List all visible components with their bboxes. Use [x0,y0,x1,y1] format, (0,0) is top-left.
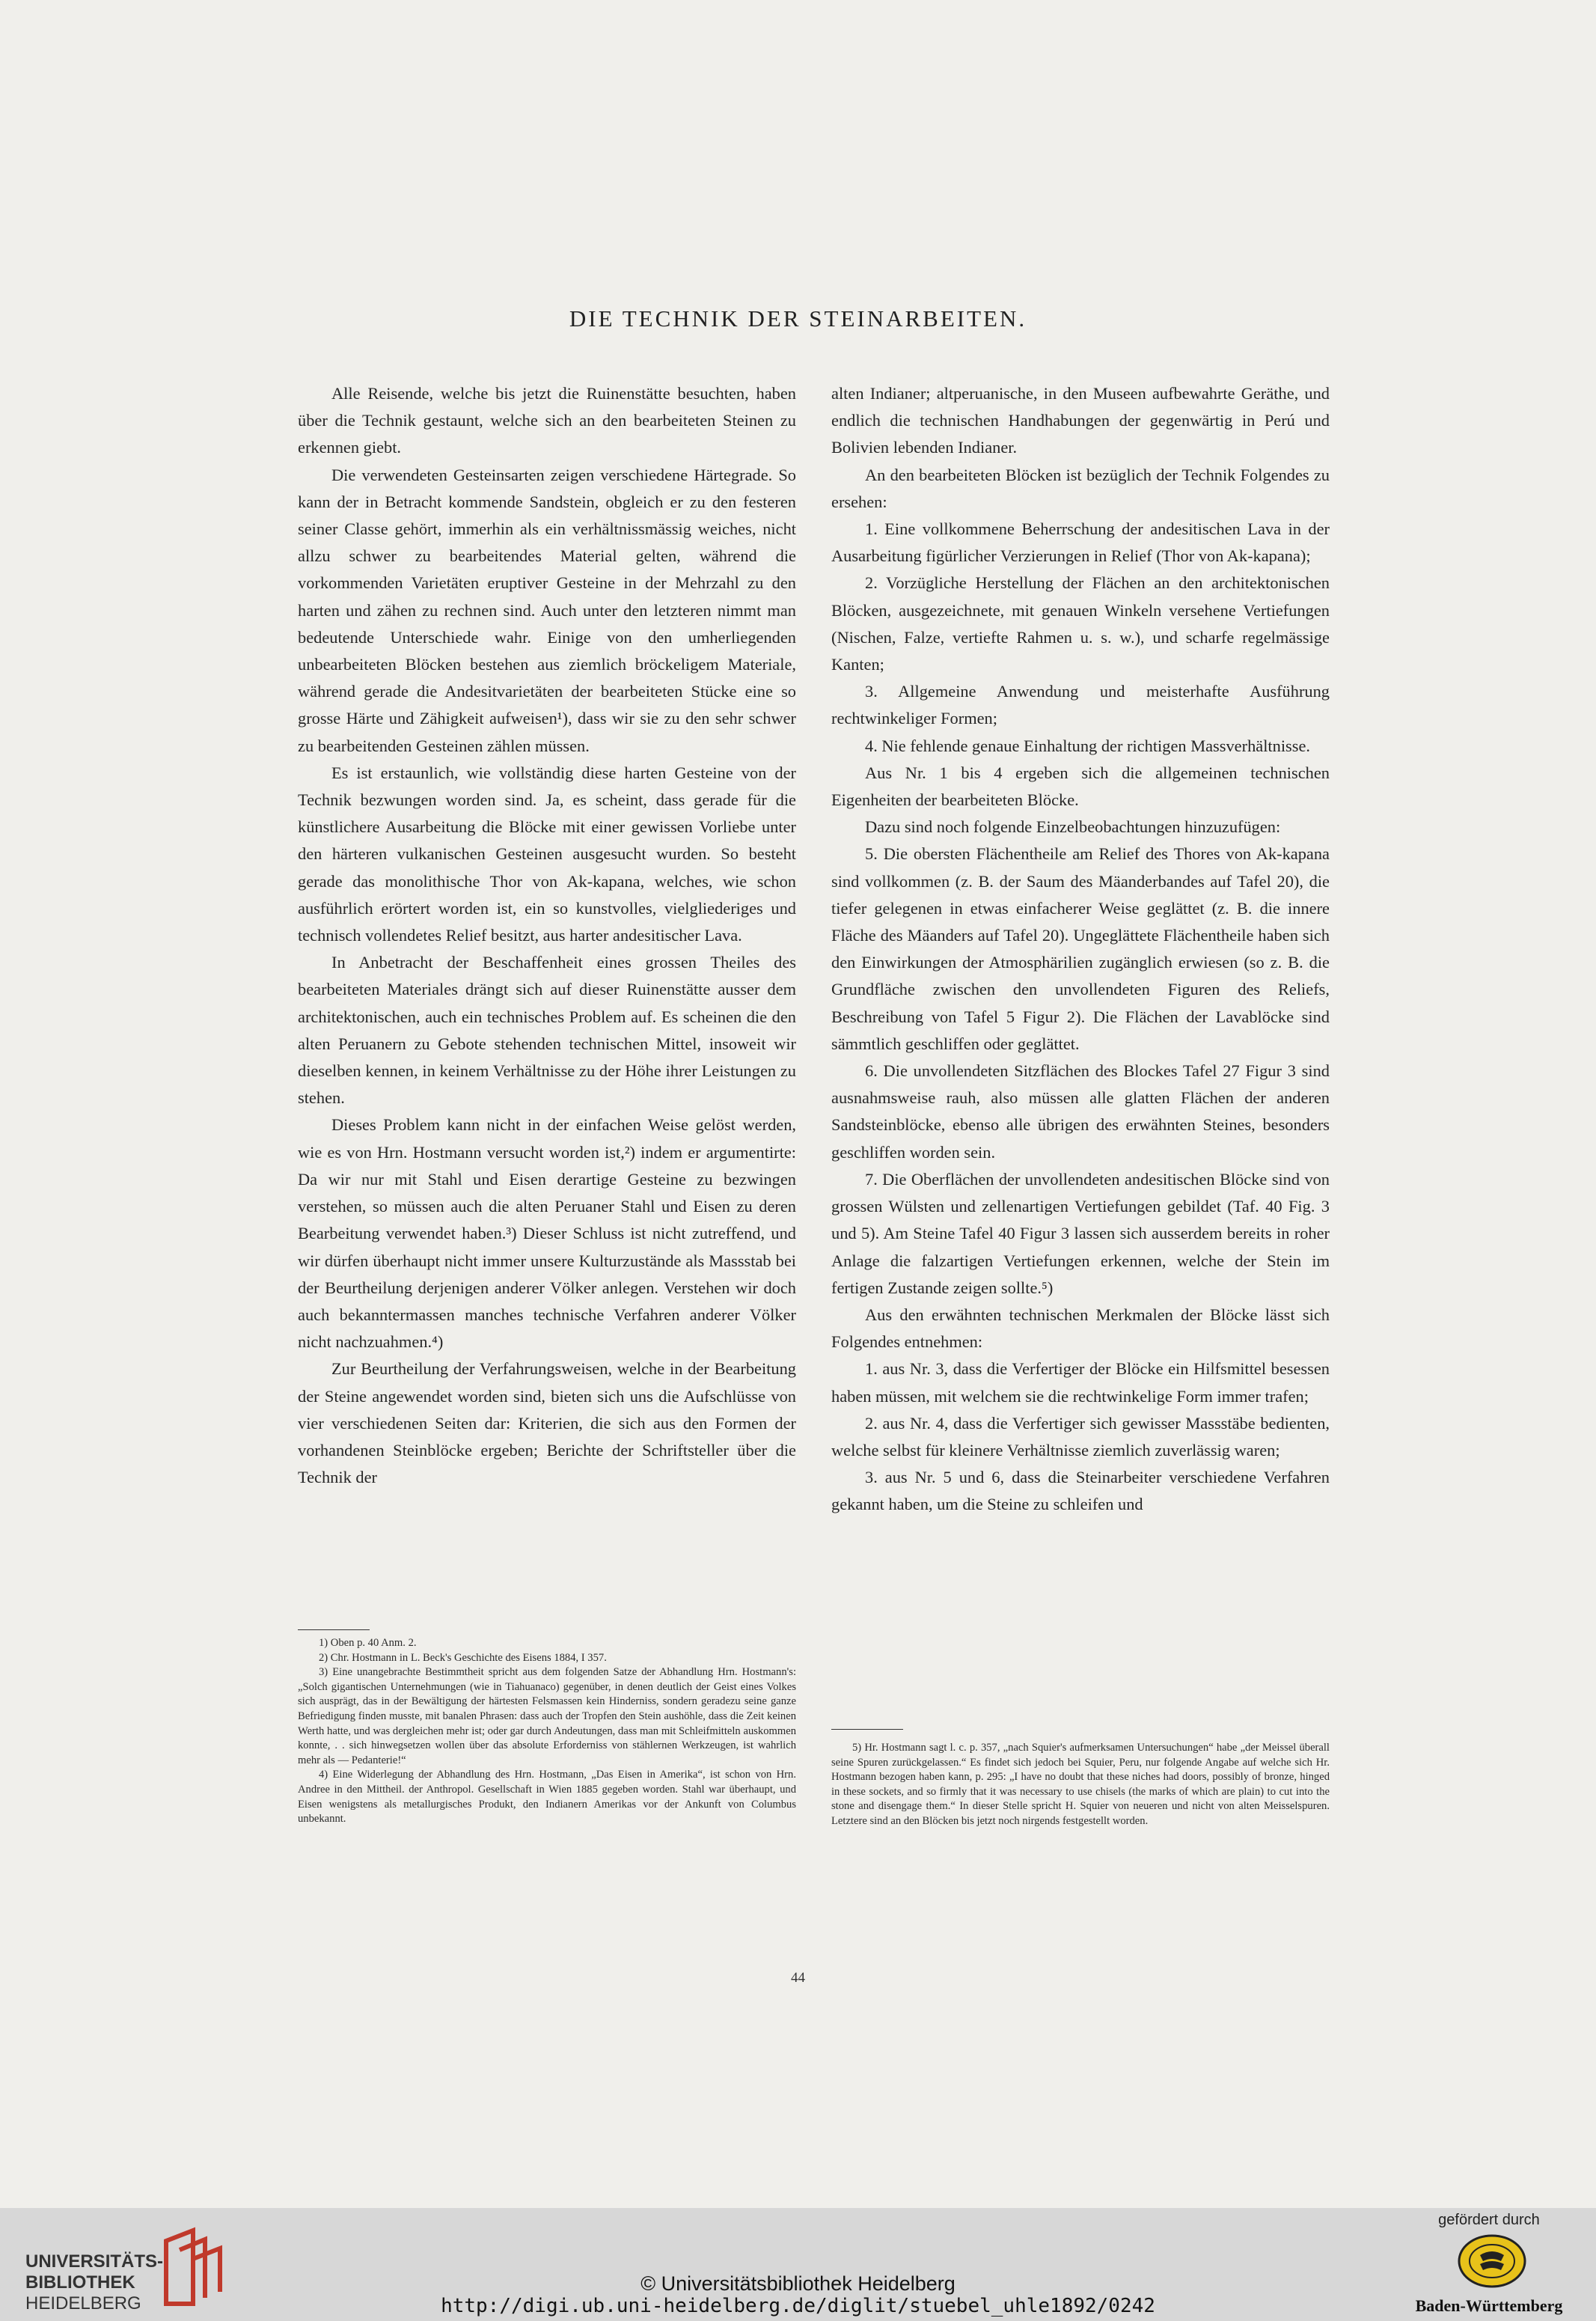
paragraph: Die verwendeten Gesteinsarten zeigen verschiedene Härtegrade. So kann der in Betracht kommende Sandstein, obgleich er zu den festeren seiner Classe gehört, immerhin als ein verhältnissmässig weiches, nicht allzu schwer zu bearbeitendes Material gelten, während die vorkommenden Varietäten eruptiver Gesteine in der Mehrzahl zu den harten und zähen zu rechnen sind. Auch unter den letzteren nimmt man bedeutende Unterschiede wahr. Einige von den umherliegenden unbearbeiteten Blöcken bestehen aus ziemlich bröckeligem Materiale, während gerade die Andesitvarietäten der bearbeiteten Stücke eine so grosse Härte und Zähigkeit aufweisen¹), dass wir sie zu den sehr schwer zu bearbeitenden Gesteinen zählen müssen. [298,465,796,755]
funded-by-label: gefördert durch [1438,2212,1540,2228]
paragraph: An den bearbeiteten Blöcken ist bezüglich der Technik Folgendes zu ersehen: [831,465,1330,511]
left-column [298,380,796,1491]
paragraph: 3. aus Nr. 5 und 6, dass die Steinarbeiter verschiedene Verfahren gekannt haben, um die Steine zu schleifen und [831,1468,1330,1514]
paragraph: Es ist erstaunlich, wie vollständig diese harten Gesteine von der Technik bezwungen worden sind. Ja, es scheint, dass gerade für die künstlichere Ausarbeitung die Blöcke mit einer gewissen Vorliebe unter den härteren vulkanischen Gesteinen ausgesucht wurden. So besteht gerade das monolithische Thor von Ak-kapana, welches, wie schon ausführlich erörtert worden ist, ein so kunstvolles, vielgliederiges und technisch vollendetes Relief besitzt, aus harter andesitischer Lava. [298,763,796,945]
library-name-line: HEIDELBERG [25,2293,141,2314]
footnote-divider [298,1629,370,1630]
footnote: 5) Hr. Hostmann sagt l. c. p. 357, „nach Squier's aufmerksamen Untersuchungen“ habe „der Meissel überall seine Spuren zurückgelassen.“ Es findet sich jedoch bei Squier, Peru, nur folgende Angabe auf welche sich Hr. Hostmann bezogen haben kann, p. 295: „I have no doubt that these niches had doors, possibly of bronze, hinged in these sockets, and so firmly that it was necessary to use chisels (the marks of which are plain) to cut into the stone and disengage them.“ In dieser Stelle spricht H. Squier von neueren und nicht von alten Meisselspuren. Letztere sind an den Blöcken bis jetzt noch nirgends festgestellt worden. [831,1742,1330,1827]
page-url-link[interactable]: http://digi.ub.uni-heidelberg.de/diglit/stuebel_uhle1892/0242 [441,2295,1155,2317]
paragraph: 5. Die obersten Flächentheile am Relief des Thores von Ak-kapana sind vollkommen (z. B. der Saum des Mäanderbandes auf Tafel 20), die tiefer gelegenen in etwas einfacherer Weise geglättet (z. B. die innere Fläche des Mäanders auf Tafel 20). Ungeglättete Flächentheile haben sich den Einwirkungen der Atmosphärilien zugänglich erwiesen (so z. B. die Grundfläche zwischen den unvollendeten Figuren des Reliefs, Beschreibung von Tafel 5 Figur 2). Die Flächen der Lavablöcke sind sämmtlich geschliffen oder geglättet. [831,844,1330,1053]
footnote: 4) Eine Widerlegung der Abhandlung des Hrn. Hostmann, „Das Eisen in Amerika“, ist schon von Hrn. Andree in den Mittheil. der Anthropol. Gesellschaft in Wien 1885 gegeben worden. Stahl war überhaupt, und Eisen wenigstens als metallurgisches Produkt, den Indianern Amerikas vor der Ankunft von Columbus unbekannt. [298,1769,796,1826]
library-name-line: UNIVERSITÄTS- [25,2251,164,2272]
paragraph: 1. aus Nr. 3, dass die Verfertiger der Blöcke ein Hilfsmittel besessen haben müssen, mit welchem sie die rechtwinkelige Form immer trafen; [831,1359,1330,1406]
footnote: 1) Oben p. 40 Anm. 2. [319,1637,417,1649]
footnote-divider [831,1729,903,1730]
footnote: 2) Chr. Hostmann in L. Beck's Geschichte des Eisens 1884, I 357. [319,1651,607,1664]
paragraph: alten Indianer; altperuanische, in den Museen aufbewahrte Geräthe, und endlich die technischen Handhabungen der gegenwärtig in Perú und Bolivien lebenden Indianer. [831,384,1330,457]
paragraph: Zur Beurtheilung der Verfahrungsweisen, welche in der Bearbeitung der Steine angewendet worden sind, bieten sich uns die Aufschlüsse von vier verschiedenen Seiten dar: Kriterien, die sich aus den Formen der vorhandenen Steinblöcke ergeben; Berichte der Schriftsteller über die Technik der [298,1359,796,1487]
right-column [831,380,1330,1519]
paragraph: 3. Allgemeine Anwendung und meisterhafte Ausführung rechtwinkeliger Formen; [831,682,1330,728]
paragraph: Dieses Problem kann nicht in der einfachen Weise gelöst werden, wie es von Hrn. Hostmann versucht worden ist,²) indem er argumentirte: Da wir nur mit Stahl und Eisen derartige Gesteine zu bezwingen verstehen, so müssen auch die alten Peruaner Stahl und Eisen zu deren Bearbeitung verwendet haben.³) Dieser Schluss ist nicht zutreffend, und wir dürfen überhaupt nicht immer unsere Kulturzustände als Massstab bei der Beurtheilung derjenigen anderer Völker anlegen. Verstehen wir doch auch bekanntermassen manches technische Verfahren anderer Völker nicht nachzuahmen.⁴) [298,1115,796,1352]
footnote: 3) Eine unangebrachte Bestimmtheit spricht aus dem folgenden Satze der Abhandlung Hrn. Hostmann's: „Solch gigantischen Unternehmungen (wie in Tiahuanaco) gegenüber, in denen deutlich der Geist eines Volkes sich ausprägt, das in der Bewältigung der härtesten Felsmassen kein Hinderniss, sondern geradezu seine ganze Befriedigung finden musste, mit banalen Phrasen: dass auch der Tropfen den Stein aushöhle, dass die Zeit keinen Werth hatte, und was dergleichen mehr ist; oder gar durch Andeutungen, dass man mit Schleifmitteln auskommen konnte, . . sich hinwegsetzen wollen über das absolute Erforderniss von stählernen Werkzeugen, ist wahrlich mehr als — Pedanterie!“ [298,1666,796,1766]
paragraph: Aus den erwähnten technischen Merkmalen der Blöcke lässt sich Folgendes entnehmen: [831,1305,1330,1352]
footnotes-left [298,1636,796,1827]
paragraph: 1. Eine vollkommene Beherrschung der andesitischen Lava in der Ausarbeitung figürlicher Verzierungen in Relief (Thor von Ak-kapana); [831,519,1330,566]
state-name: Baden-Württemberg [1415,2296,1563,2315]
paragraph: 2. Vorzügliche Herstellung der Flächen an den architektonischen Blöcken, ausgezeichnete, mit genauen Winkeln versehene Vertiefungen (Nischen, Falze, vertiefte Rahmen u. s. w.), und scharfe regelmässige Kanten; [831,573,1330,674]
paragraph: Alle Reisende, welche bis jetzt die Ruinenstätte besuchten, haben über die Technik gestaunt, welche sich an den bearbeiteten Steinen zu erkennen giebt. [298,384,796,457]
copyright-text: © Universitätsbibliothek Heidelberg [640,2272,956,2295]
paragraph: Aus Nr. 1 bis 4 ergeben sich die allgemeinen technischen Eigenheiten der bearbeiteten Blöcke. [831,763,1330,810]
paragraph: 7. Die Oberflächen der unvollendeten andesitischen Blöcke sind von grossen Wülsten und zellenartigen Vertiefungen gebildet (Taf. 40 Fig. 3 und 5). Am Steine Tafel 40 Figur 3 lassen sich ausserdem bereits in roher Anlage die falzartigen Vertiefungen erkennen, welche der Stein im fertigen Zustande zeigen sollte.⁵) [831,1169,1330,1297]
coat-of-arms-icon [1458,2234,1526,2288]
paragraph: In Anbetracht der Beschaffenheit eines grossen Theiles des bearbeiteten Materiales drängt sich auf dieser Ruinenstätte ausser dem architektonischen, auch ein technisches Problem auf. Es scheinen die den alten Peruanern zu Gebote stehenden technischen Mittel, insoweit wir dieselben kennen, in keinem Verhältnisse zu der Höhe ihrer Leistungen zu stehen. [298,953,796,1108]
paragraph: 2. aus Nr. 4, dass die Verfertiger sich gewisser Massstäbe bedienten, welche selbst für kleinere Verhältnisse ziemlich zuverlässig waren; [831,1413,1330,1460]
paragraph: Dazu sind noch folgende Einzelbeobachtungen hinzuzufügen: [865,817,1281,837]
page-title: DIE TECHNIK DER STEINARBEITEN. [569,305,1027,332]
library-name-line: BIBLIOTHEK [25,2272,135,2293]
paragraph: 6. Die unvollendeten Sitzflächen des Blockes Tafel 27 Figur 3 sind ausnahmsweise rauh, also müssen alle glatten Flächen der anderen Sandsteinblöcke, ebenso alle übrigen des erwähnten Steines, besonders geschliffen worden sein. [831,1061,1330,1162]
footnotes-right [831,1741,1330,1829]
page-number: 44 [791,1970,805,1986]
paragraph: 4. Nie fehlende genaue Einhaltung der richtigen Massverhältnisse. [865,736,1311,755]
